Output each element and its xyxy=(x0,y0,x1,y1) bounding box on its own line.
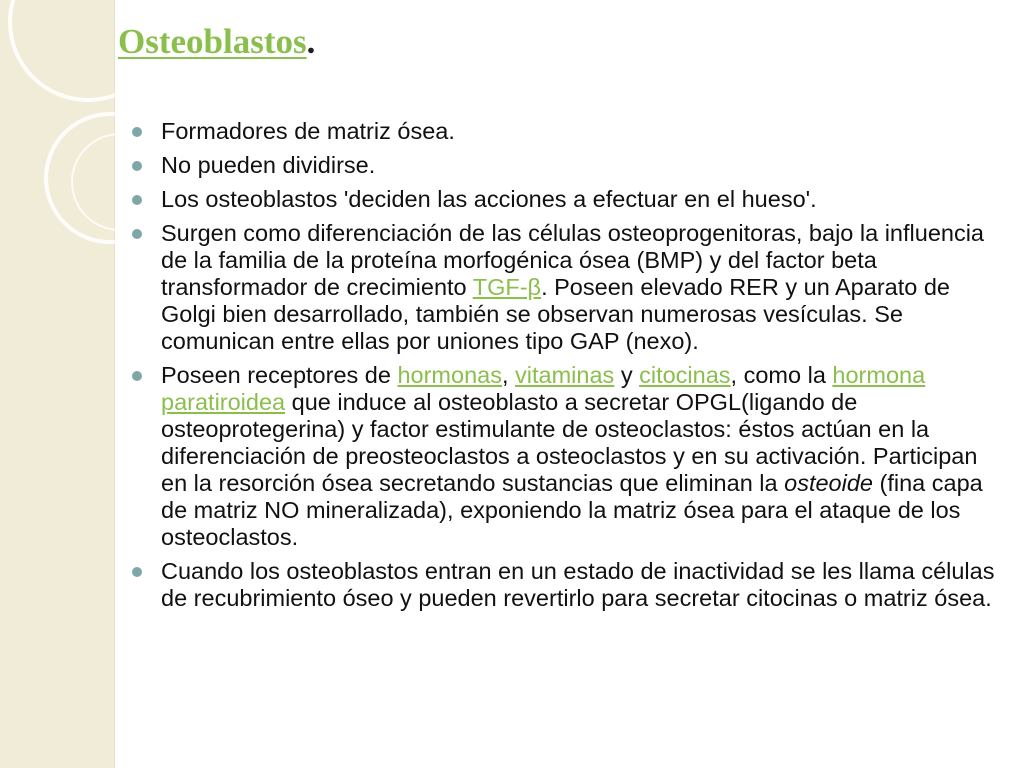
tgf-beta-link[interactable]: TGF-β xyxy=(472,274,542,300)
bullet-dot-icon xyxy=(132,229,142,239)
list-item xyxy=(130,362,1010,551)
hormonas-link[interactable]: hormonas xyxy=(397,362,502,388)
bullet-text: Poseen receptores de xyxy=(161,362,398,388)
bullet-dot-icon xyxy=(132,195,142,205)
list-item xyxy=(130,220,1010,355)
bullet-text: Surgen como diferenciación de las células osteoprogenitoras, bajo la influencia de la familia de la proteína morfogénica ósea (BMP) y del factor beta transformador de crecimiento xyxy=(161,220,985,300)
vitaminas-link[interactable]: vitaminas xyxy=(515,362,615,388)
citocinas-link[interactable]: citocinas xyxy=(639,362,731,388)
bullet-text: Los osteoblastos 'deciden las acciones a efectuar en el hueso'. xyxy=(161,186,817,212)
bullet-text: . Poseen elevado RER y un Aparato de Golgi bien desarrollado, también se observan numerosas vesículas. Se comunican entre ellas por uniones tipo GAP (nexo). xyxy=(161,274,950,354)
bullet-text: , xyxy=(501,362,516,388)
bullet-text: (fina capa de matriz NO mineralizada), exponiendo la matriz ósea para el ataque de los osteoclastos. xyxy=(161,470,983,550)
title-link[interactable]: Osteoblastos xyxy=(118,22,307,61)
bullet-dot-icon xyxy=(132,161,142,171)
list-item xyxy=(130,118,1010,145)
bullet-text: Cuando los osteoblastos entran en un estado de inactividad se les llama células de recubrimiento óseo y pueden revertirlo para secretar citocinas o matriz ósea. xyxy=(161,558,995,611)
bullet-text: No pueden dividirse. xyxy=(161,152,376,178)
list-item xyxy=(130,558,1010,612)
bullet-text: , como la xyxy=(730,362,833,388)
bullet-list xyxy=(130,118,1010,619)
bullet-text: y xyxy=(614,362,640,388)
list-item xyxy=(130,152,1010,179)
hormona-paratiroidea-link[interactable]: hormona paratiroidea xyxy=(161,362,926,415)
bullet-text: que induce al osteoblasto a secretar OPGL(ligando de osteoprotegerina) y factor estimulante de osteoclastos: éstos actúan en la diferenciación de preosteoclastos a osteoclastos y en su activación. Participan en la resorción ósea secretando sustancias que eliminan la xyxy=(161,389,978,496)
title-period: . xyxy=(306,22,316,61)
list-item xyxy=(130,186,1010,213)
bullet-dot-icon xyxy=(132,371,142,381)
bullet-dot-icon xyxy=(132,127,142,137)
bullet-dot-icon xyxy=(132,567,142,577)
osteoide-term: osteoide xyxy=(784,470,873,496)
slide-title xyxy=(118,20,315,64)
bullet-text: Formadores de matriz ósea. xyxy=(161,118,455,144)
